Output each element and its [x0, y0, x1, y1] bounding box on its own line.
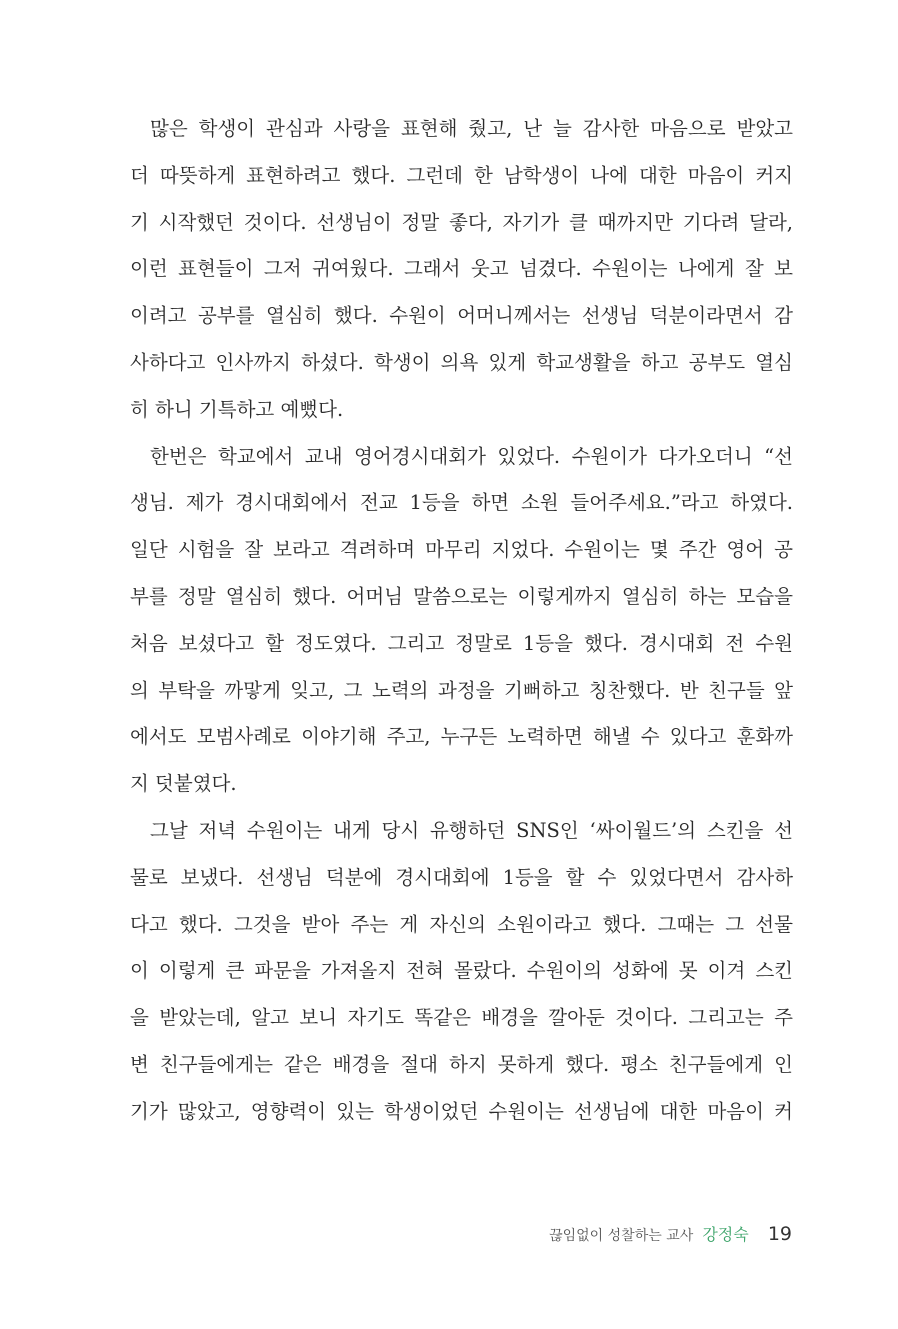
body-text — [130, 106, 793, 1136]
text-line: 더 따뜻하게 표현하려고 했다. 그런데 한 남학생이 나에 대한 마음이 커지 — [130, 163, 793, 187]
text-line: 생님. 제가 경시대회에서 전교 1등을 하면 소원 들어주세요.”라고 하였다. — [130, 491, 793, 515]
text-line: 일단 시험을 잘 보라고 격려하며 마무리 지었다. 수원이는 몇 주간 영어 공 — [130, 538, 793, 562]
text-line: 변 친구들에게는 같은 배경을 절대 하지 못하게 했다. 평소 친구들에게 인 — [130, 1052, 793, 1076]
text-line: 처음 보셨다고 할 정도였다. 그리고 정말로 1등을 했다. 경시대회 전 수원 — [130, 631, 793, 655]
text-line: 그날 저녁 수원이는 내게 당시 유행하던 SNS인 ‘싸이월드’의 스킨을 선 — [150, 818, 793, 842]
text-line: 이 이렇게 큰 파문을 가져올지 전혀 몰랐다. 수원이의 성화에 못 이겨 스킨 — [130, 959, 793, 983]
book-title: 끊임없이 성찰하는 교사 — [549, 1228, 694, 1244]
text-line: 의 부탁을 까맣게 잊고, 그 노력의 과정을 기뻐하고 칭찬했다. 반 친구들 앞 — [130, 678, 793, 702]
text-line: 사하다고 인사까지 하셨다. 학생이 의욕 있게 학교생활을 하고 공부도 열심 — [130, 350, 793, 374]
text-line: 이런 표현들이 그저 귀여웠다. 그래서 웃고 넘겼다. 수원이는 나에게 잘 보 — [130, 257, 793, 281]
text-line: 많은 학생이 관심과 사랑을 표현해 줬고, 난 늘 감사한 마음으로 받았고 — [150, 117, 793, 140]
text-line: 부를 정말 열심히 했다. 어머님 말씀으로는 이렇게까지 열심히 하는 모습을 — [130, 584, 793, 608]
text-line: 을 받았는데, 알고 보니 자기도 똑같은 배경을 깔아둔 것이다. 그리고는 주 — [130, 1006, 793, 1030]
paragraph-3 — [130, 808, 793, 1136]
author-name: 강정숙 — [702, 1225, 749, 1244]
text-line: 다고 했다. 그것을 받아 주는 게 자신의 소원이라고 했다. 그때는 그 선물 — [130, 912, 793, 936]
paragraph-1 — [130, 106, 793, 434]
page-number: 19 — [767, 1223, 792, 1245]
text-line: 물로 보냈다. 선생님 덕분에 경시대회에 1등을 할 수 있었다면서 감사하 — [130, 865, 793, 889]
paragraph-2 — [130, 434, 793, 808]
text-line: 지 덧붙였다. — [130, 772, 237, 796]
text-line: 이려고 공부를 열심히 했다. 수원이 어머니께서는 선생님 덕분이라면서 감 — [130, 304, 793, 328]
text-line: 한번은 학교에서 교내 영어경시대회가 있었다. 수원이가 다가오더니 “선 — [150, 444, 793, 468]
text-line: 기가 많았고, 영향력이 있는 학생이었던 수원이는 선생님에 대한 마음이 커 — [130, 1099, 793, 1123]
text-line: 에서도 모범사례로 이야기해 주고, 누구든 노력하면 해낼 수 있다고 훈화까 — [130, 725, 793, 749]
text-line: 기 시작했던 것이다. 선생님이 정말 좋다, 자기가 클 때까지만 기다려 달라, — [130, 210, 793, 234]
text-line: 히 하니 기특하고 예뻤다. — [130, 397, 344, 421]
page-footer — [549, 1219, 792, 1249]
